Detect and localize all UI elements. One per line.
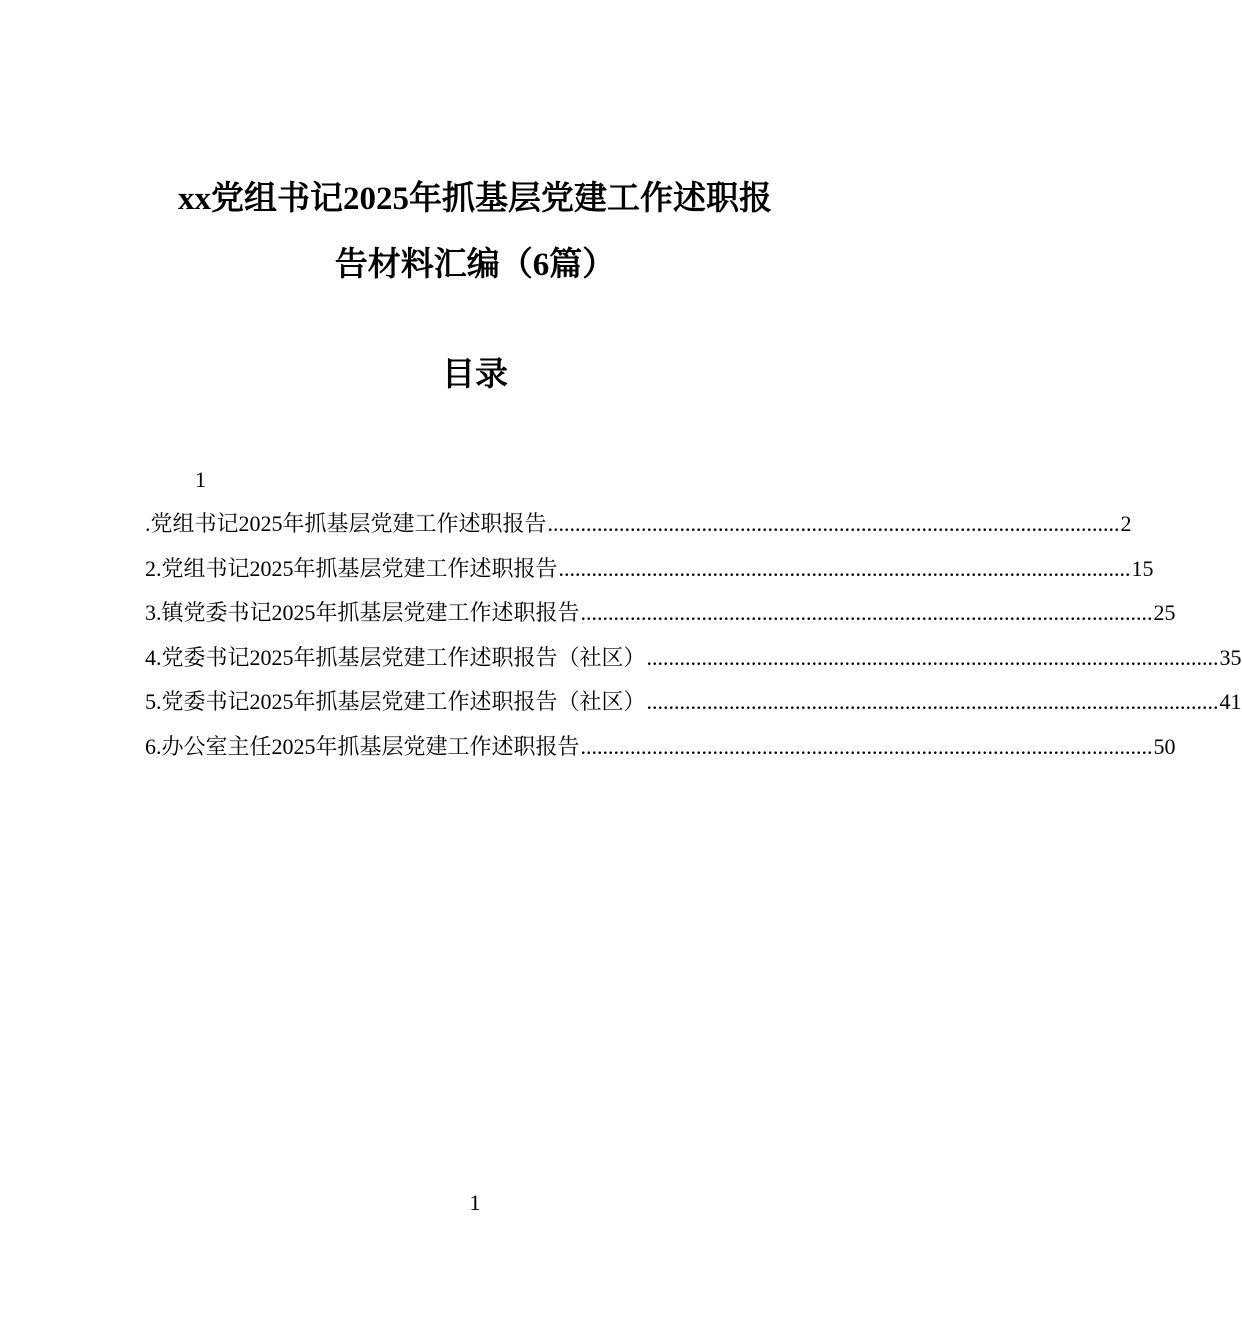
toc-leader-dots: ........................................................................................................ [580, 600, 1153, 625]
toc-entry-page: 2 [1120, 511, 1132, 536]
toc-entry-page: 50 [1153, 734, 1176, 759]
toc-entry[interactable] [145, 549, 1154, 589]
toc-entry[interactable] [145, 504, 1132, 544]
toc-leader-dots: ........................................................................................................ [558, 556, 1131, 581]
document-title [140, 166, 810, 298]
page-number: 1 [469, 1190, 481, 1215]
toc-entry-title: 6.办公室主任2025年抓基层党建工作述职报告 [145, 734, 580, 759]
toc-entry-title: 2.党组书记2025年抓基层党建工作述职报告 [145, 556, 558, 581]
toc-leader-dots: ........................................................................................................ [646, 689, 1219, 714]
toc-entry-title: 5.党委书记2025年抓基层党建工作述职报告（社区） [145, 689, 646, 714]
toc-entry[interactable] [145, 638, 1242, 678]
toc-leader-dots: ........................................................................................................ [547, 511, 1120, 536]
toc-leader-dots: ........................................................................................................ [580, 734, 1153, 759]
toc-entry[interactable] [145, 682, 1242, 722]
toc-entry[interactable] [145, 593, 1176, 633]
toc-entry-page: 15 [1131, 556, 1154, 581]
toc-heading: 目录 [442, 357, 508, 393]
toc-entry-page: 35 [1219, 645, 1242, 670]
toc-entry-title: 3.镇党委书记2025年抓基层党建工作述职报告 [145, 600, 580, 625]
toc-entry-page: 25 [1153, 600, 1176, 625]
title-line-2: 告材料汇编（6篇） [334, 247, 616, 283]
toc-entry-title: .党组书记2025年抓基层党建工作述职报告 [145, 511, 547, 536]
toc-entry[interactable] [145, 727, 1176, 767]
title-line-1: xx党组书记2025年抓基层党建工作述职报 [178, 181, 772, 217]
toc-entry-page: 41 [1219, 689, 1242, 714]
toc-entry-number: 1 [195, 467, 206, 492]
toc-entry-title: 4.党委书记2025年抓基层党建工作述职报告（社区） [145, 645, 646, 670]
toc-leader-dots: ........................................................................................................ [646, 645, 1219, 670]
